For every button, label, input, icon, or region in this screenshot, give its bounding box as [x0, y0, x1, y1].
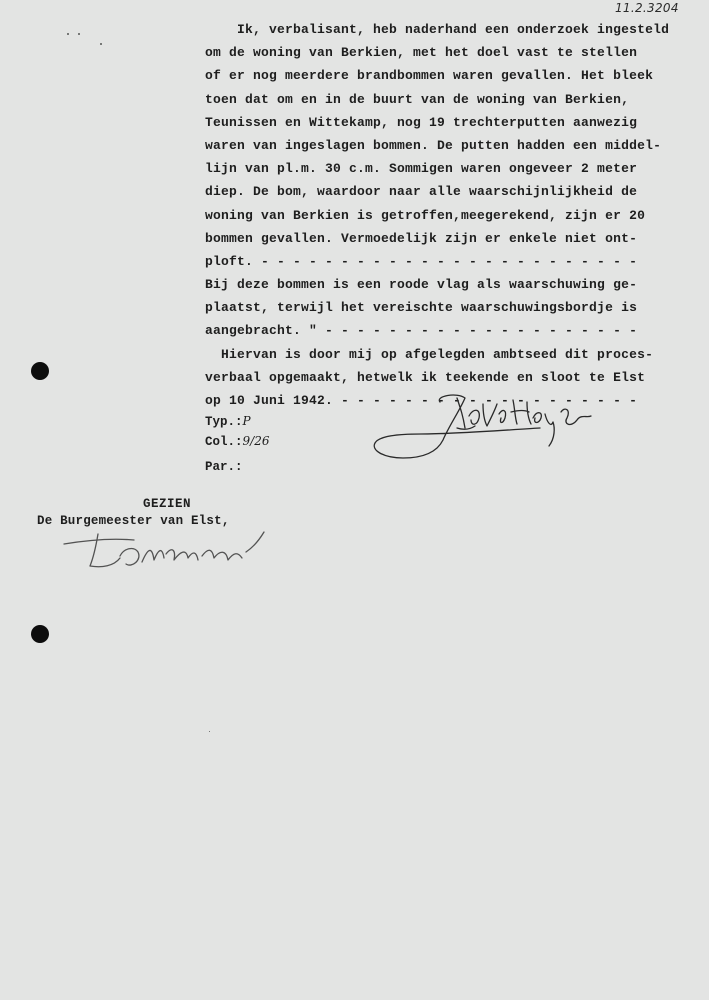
typist-block — [205, 412, 269, 477]
report-line: diep. De bom, waardoor naar alle waarschijnlijkheid de — [205, 184, 638, 200]
typist-row — [205, 412, 269, 432]
typ-value: P — [242, 414, 251, 428]
seen-label: GEZIEN — [143, 497, 192, 511]
mayor-signature — [58, 528, 273, 576]
paper-speck — [100, 43, 102, 45]
report-line: lijn van pl.m. 30 c.m. Sommigen waren ongeveer 2 meter — [205, 161, 638, 177]
report-line: aangebracht. " - - - - - - - - - - - - - - - - - - - - — [205, 323, 638, 339]
punch-hole-lower — [31, 625, 49, 643]
mayor-title: De Burgemeester van Elst, — [37, 514, 230, 528]
verbalisant-signature — [365, 388, 600, 463]
report-line: verbaal opgemaakt, hetwelk ik teekende en sloot te Elst — [205, 369, 646, 385]
report-line: ploft. - - - - - - - - - - - - - - - - - - - - - - - - — [205, 253, 638, 269]
report-line: Ik, verbalisant, heb naderhand een onderzoek ingesteld — [205, 22, 670, 37]
paper-speck — [209, 731, 210, 732]
col-row — [205, 432, 269, 452]
report-line: waren van ingeslagen bommen. De putten hadden een middel- — [205, 137, 662, 153]
par-row — [205, 458, 269, 477]
report-line: bommen gevallen. Vermoedelijk zijn er enkele niet ont- — [205, 230, 638, 246]
paper-speck — [67, 33, 69, 35]
par-label: Par.: — [205, 460, 243, 474]
report-line: woning van Berkien is getroffen,meegerekend, zijn er 20 — [205, 207, 646, 223]
typ-label: Typ.: — [205, 415, 243, 429]
punch-hole-upper — [31, 362, 49, 380]
paper-speck — [78, 33, 80, 35]
col-label: Col.: — [205, 435, 243, 449]
report-line: Teunissen en Wittekamp, nog 19 trechterputten aanwezig — [205, 114, 638, 130]
report-line: Hiervan is door mij op afgelegden ambtseed dit proces- — [205, 346, 654, 362]
report-line: plaatst, terwijl het vereischte waarschuwingsbordje is — [205, 300, 638, 316]
report-line: op 10 Juni 1942. - - - - - - - - - - - - - - - - - - - — [205, 393, 638, 408]
report-line: toen dat om en in de buurt van de woning van Berkien, — [205, 91, 630, 107]
report-line: Bij deze bommen is een roode vlag als waarschuwing ge- — [205, 277, 638, 293]
archive-reference: 11.2.3204 — [615, 1, 679, 15]
report-line: om de woning van Berkien, met het doel vast te stellen — [205, 45, 638, 61]
report-line: of er nog meerdere brandbommen waren gevallen. Het bleek — [205, 68, 654, 84]
col-value: 9/26 — [242, 434, 270, 448]
report-body-text — [205, 18, 695, 412]
